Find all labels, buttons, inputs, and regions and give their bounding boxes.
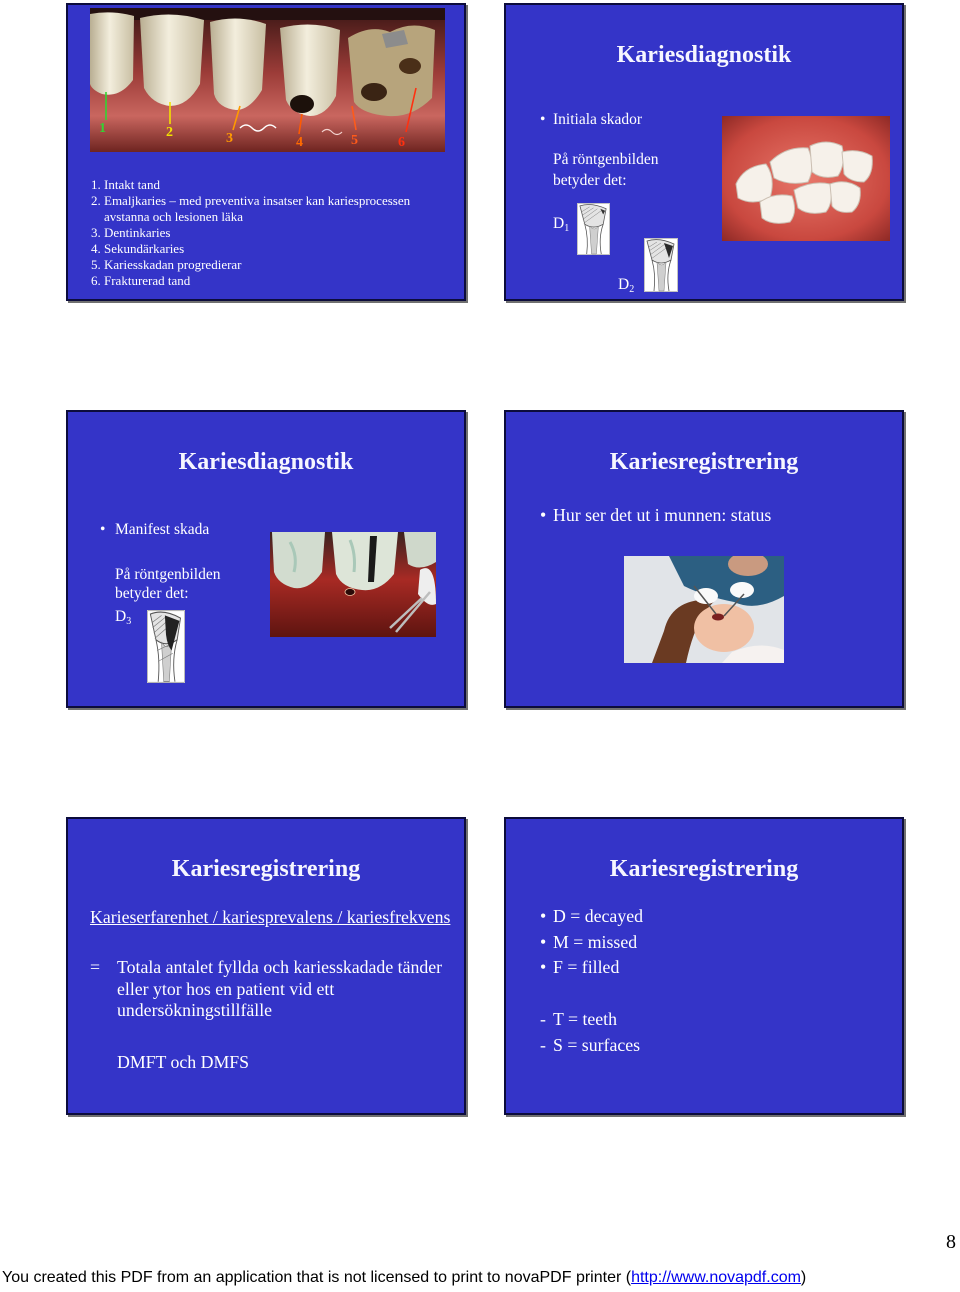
dash-marker: -	[540, 1035, 546, 1055]
list-number: 1.	[91, 177, 101, 192]
list-text: Frakturerad tand	[104, 273, 191, 288]
xray-caption	[553, 149, 658, 191]
d1-letter: D	[553, 215, 565, 232]
bullet-initial-lesions: • Initiala skador	[553, 110, 642, 130]
d3-subscript: 3	[126, 616, 132, 627]
bullet-mouth-status: • Hur ser det ut i munnen: status	[553, 504, 771, 526]
slide-title: Kariesdiagnostik	[178, 449, 354, 475]
novapdf-footer	[2, 1268, 806, 1288]
list-text: T = teeth	[553, 1009, 618, 1029]
slide-title: Kariesdiagnostik	[616, 42, 792, 68]
xray-caption	[115, 565, 220, 603]
d1-subscript: 1	[564, 223, 570, 234]
list-text: Dentinkaries	[104, 225, 171, 240]
xray-d1-diagram	[577, 203, 610, 255]
list-item-surfaces	[540, 1032, 641, 1058]
list-item-teeth	[540, 1006, 640, 1032]
stage-label-4: 4	[296, 135, 303, 150]
dmft-dmfs-note: DMFT och DMFS	[117, 1052, 250, 1072]
list-text: S = surfaces	[553, 1035, 641, 1055]
slide-title: Kariesregistrering	[609, 449, 799, 475]
slide-dmf-legend	[504, 817, 904, 1115]
list-item-filled: • F = filled	[553, 955, 643, 981]
caries-stages-teeth-photo	[90, 8, 445, 152]
list-number: 5.	[91, 257, 101, 272]
list-text: Kariesskadan progredierar	[104, 257, 242, 272]
patient-face	[694, 604, 754, 652]
slide-caries-experience	[66, 817, 466, 1115]
footer-closing-paren: )	[800, 1269, 807, 1286]
d1-label	[553, 214, 569, 234]
xray-caption-line: På röntgenbilden	[115, 566, 221, 583]
caries-experience-heading: Karieserfarenhet / kariesprevalens / kariesfrekvens	[90, 907, 451, 927]
slide-title: Kariesregistrering	[171, 856, 361, 882]
caries-experience-definition	[117, 957, 442, 1022]
list-item	[91, 225, 434, 241]
xray-d2-diagram	[644, 238, 678, 292]
list-number: 2.	[91, 193, 101, 208]
slide-caries-stages	[66, 3, 466, 301]
list-number: 4.	[91, 241, 101, 256]
list-item	[91, 273, 434, 289]
stage-label-6: 6	[398, 135, 405, 150]
list-number: 3.	[91, 225, 101, 240]
list-number: 6.	[91, 273, 101, 288]
stage-label-3: 3	[226, 131, 233, 146]
equals-symbol: =	[90, 957, 101, 977]
caries-stages-list	[91, 177, 434, 289]
child-teeth-photo	[722, 116, 890, 241]
definition-line: Totala antalet fyllda och kariesskadade tänder	[117, 957, 443, 977]
xray-caption-line: betyder det:	[553, 172, 627, 189]
bullet-manifest-lesion: • Manifest skada	[115, 520, 209, 540]
dmf-dash-list	[540, 1006, 641, 1058]
slide-manifest-lesion	[66, 410, 466, 708]
slide-initial-lesions	[504, 3, 904, 301]
list-text: Intakt tand	[104, 177, 160, 192]
patient-mouth	[712, 614, 724, 621]
list-item-decayed: • D = decayed	[553, 904, 643, 930]
d2-label	[618, 275, 634, 295]
d3-letter: D	[115, 608, 127, 625]
d3-label	[115, 607, 131, 627]
list-text: Emaljkaries – med preventiva insatser kan kariesprocessen avstanna och lesionen läka	[104, 193, 411, 224]
page-number: 8	[946, 1231, 956, 1253]
xray-d3-diagram	[147, 610, 185, 683]
dmf-bullet-list	[553, 904, 643, 981]
xray-caption-line: betyder det:	[115, 585, 189, 602]
cavity-closeup-photo	[270, 532, 436, 637]
list-item	[91, 241, 434, 257]
list-text: Sekundärkaries	[104, 241, 185, 256]
slide-caries-registration-status	[504, 410, 904, 708]
footer-text: You created this PDF from an application that is not licensed to print to novaPDF printer (	[2, 1269, 632, 1286]
list-item	[91, 257, 434, 273]
novapdf-link[interactable]: http://www.novapdf.com	[631, 1269, 801, 1286]
list-item	[91, 177, 434, 193]
list-item	[91, 193, 434, 225]
d2-letter: D	[618, 276, 630, 293]
stage-label-5: 5	[351, 133, 358, 148]
d2-subscript: 2	[629, 284, 635, 295]
dash-marker: -	[540, 1009, 546, 1029]
slide-title: Kariesregistrering	[609, 856, 799, 882]
dental-examination-photo	[624, 556, 784, 663]
lesion	[345, 589, 355, 596]
stage-label-1: 1	[99, 121, 106, 136]
list-item-missed: • M = missed	[553, 930, 643, 956]
stage-label-2: 2	[166, 125, 173, 140]
definition-line: undersökningstillfälle	[117, 1000, 273, 1020]
xray-caption-line: På röntgenbilden	[553, 151, 659, 168]
definition-line: eller ytor hos en patient vid ett	[117, 978, 335, 999]
